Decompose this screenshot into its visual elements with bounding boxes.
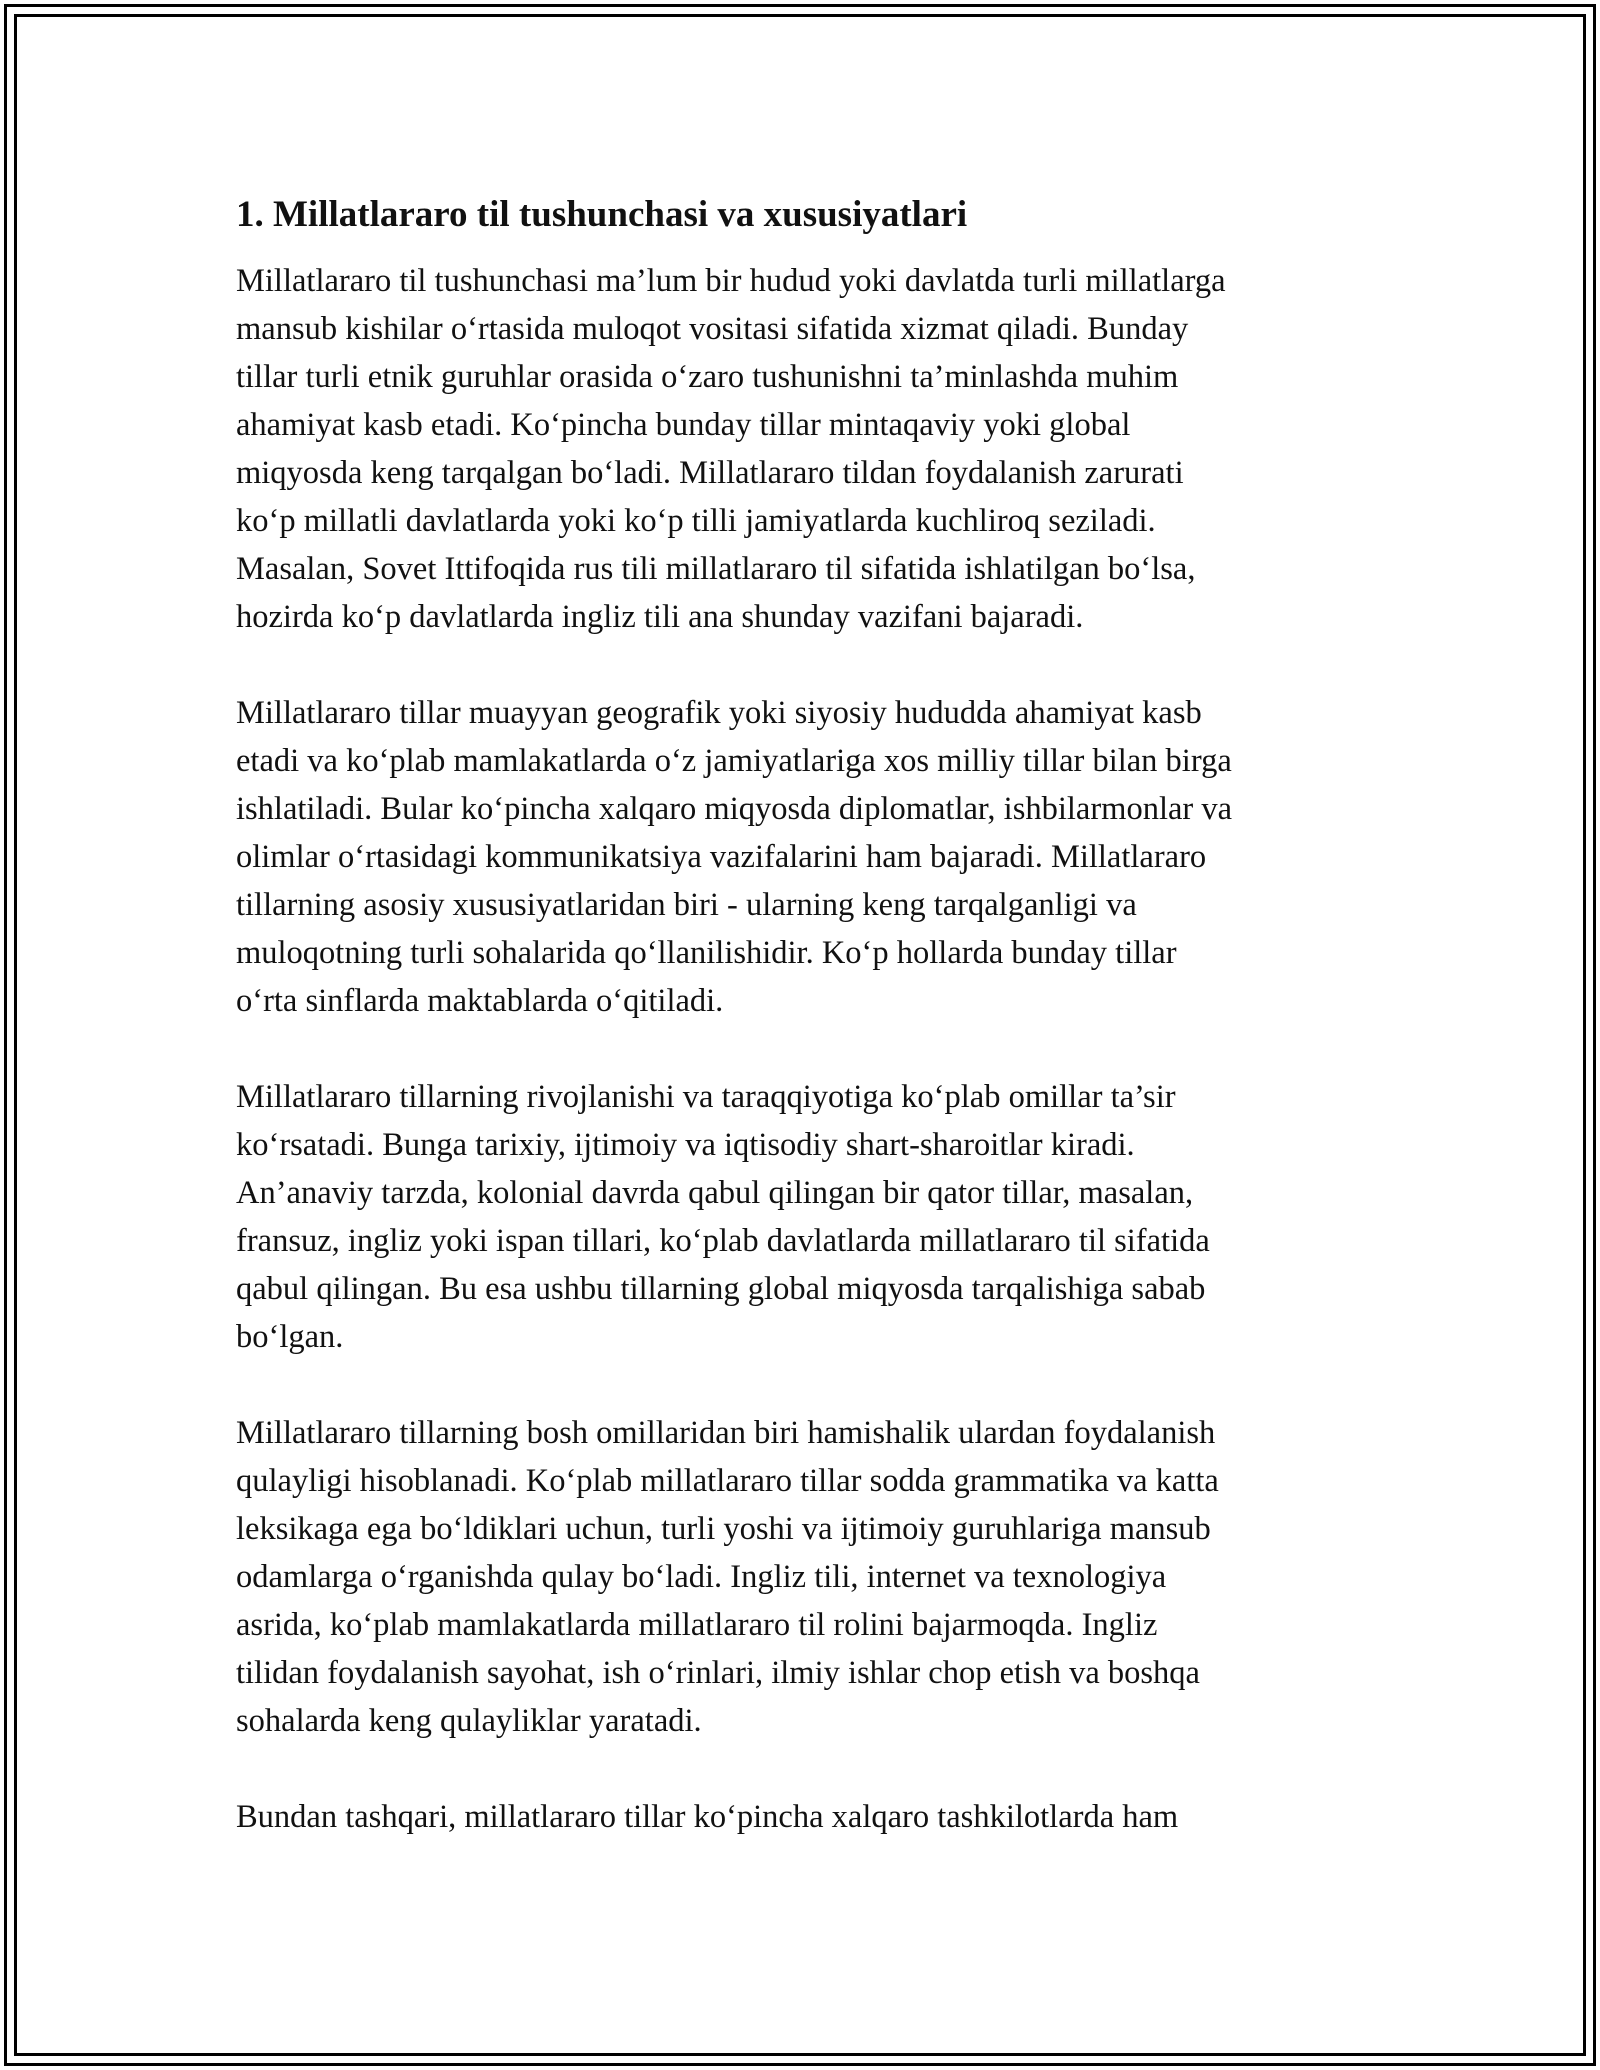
paragraph-5: Bundan tashqari, millatlararo tillar ko‘pincha xalqaro tashkilotlarda ham [236, 1799, 1179, 1835]
paragraph-2: Millatlararo tillar muayyan geografik yoki siyosiy hududda ahamiyat kasb etadi va ko‘plab mamlakatlarda o‘z jamiyatlariga xos milliy tillar bilan birga ishlatiladi. Bular ko‘pincha xalqaro miqyosda diplomatlar, ishbilarmonlar va olimlar o‘rtasidagi kommunikatsiya vazifalarini ham bajaradi. Millatlararo tillarning asosiy xususiyatlaridan biri - ularning keng tarqalganligi va muloqotning turli sohalarida qo‘llanilishidir. Ko‘p hollarda bunday tillar o‘rta sinflarda maktablarda o‘qitiladi. [236, 695, 1233, 1019]
paragraph-4: Millatlararo tillarning bosh omillaridan biri hamishalik ulardan foydalanish qulayligi hisoblanadi. Ko‘plab millatlararo tillar sodda grammatika va katta leksikaga ega bo‘ldiklari uchun, turli yoshi va ijtimoiy guruhlariga mansub odamlarga o‘rganishda qulay bo‘ladi. Ingliz tili, internet va texnologiya asrida, ko‘plab mamlakatlarda millatlararo til rolini bajarmoqda. Ingliz tilidan foydalanish sayohat, ish o‘rinlari, ilmiy ishlar chop etish va boshqa sohalarda keng qulayliklar yaratadi. [236, 1415, 1219, 1739]
section-heading: 1. Millatlararo til tushunchasi va xususiyatlari [236, 194, 968, 235]
paragraph-3: Millatlararo tillarning rivojlanishi va taraqqiyotiga ko‘plab omillar ta’sir ko‘rsatadi. Bunga tarixiy, ijtimoiy va iqtisodiy shart-sharoitlar kiradi. An’anaviy tarzda, kolonial davrda qabul qilingan bir qator tillar, masalan, fransuz, ingliz yoki ispan tillari, ko‘plab davlatlarda millatlararo til sifatida qabul qilingan. Bu esa ushbu tillarning global miqyosda tarqalishiga sabab bo‘lgan. [236, 1079, 1210, 1355]
document-body [236, 188, 1376, 1889]
paragraph-1: Millatlararo til tushunchasi ma’lum bir hudud yoki davlatda turli millatlarga mansub kishilar o‘rtasida muloqot vositasi sifatida xizmat qiladi. Bunday tillar turli etnik guruhlar orasida o‘zaro tushunishni ta’minlashda muhim ahamiyat kasb etadi. Ko‘pincha bunday tillar mintaqaviy yoki global miqyosda keng tarqalgan bo‘ladi. Millatlararo tildan foydalanish zarurati ko‘p millatli davlatlarda yoki ko‘p tilli jamiyatlarda kuchliroq seziladi. Masalan, Sovet Ittifoqida rus tili millatlararo til sifatida ishlatilgan bo‘lsa, hozirda ko‘p davlatlarda ingliz tili ana shunday vazifani bajaradi. [236, 263, 1226, 635]
